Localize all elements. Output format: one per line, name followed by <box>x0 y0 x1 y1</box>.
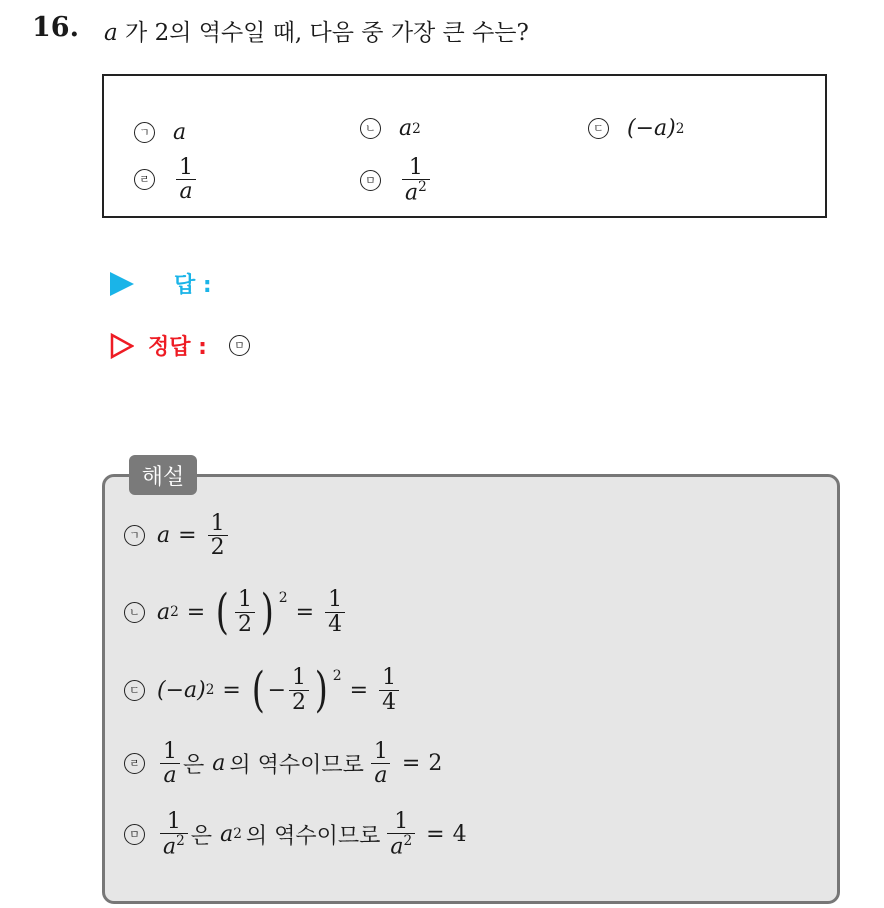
answer-label: 답 : <box>174 273 212 298</box>
solution-line-2-num: 1 <box>237 587 252 613</box>
choice-2-mark: ㄴ <box>360 118 381 139</box>
solution-line-4-eq: = <box>401 751 421 777</box>
solution-line-2-eq: = <box>186 599 206 625</box>
choice-4[interactable] <box>134 156 199 203</box>
choice-5-den <box>402 179 430 205</box>
solution-line-2 <box>124 584 348 640</box>
solution-line-1-lhs: a <box>157 523 171 549</box>
solution-line-5-text2: 의 역수이므로 <box>245 823 381 849</box>
solution-line-3-lhs-base: (−a) <box>157 677 206 703</box>
question-text <box>104 14 529 47</box>
choice-2-exp: 2 <box>412 120 421 137</box>
choice-1[interactable] <box>134 120 186 145</box>
solution-line-4-rnum: 1 <box>373 739 388 764</box>
choice-1-expr: a <box>173 120 187 145</box>
solution-line-5-var-exp: 2 <box>233 826 242 843</box>
choice-2-base: a <box>399 116 413 141</box>
solution-line-5-eq: = <box>426 821 445 847</box>
solution-line-2-den: 2 <box>235 612 255 636</box>
solution-line-4-var: a <box>212 751 226 777</box>
solution-line-2-lhs-exp: 2 <box>170 604 179 620</box>
solution-line-3-fraction <box>289 666 309 713</box>
solution-line-1-eq: = <box>178 523 197 549</box>
solution-line-1-den: 2 <box>208 535 228 559</box>
solution-line-5-rden <box>387 833 415 859</box>
choice-4-fraction <box>176 156 196 203</box>
solution-line-4-den: a <box>160 763 179 787</box>
solution-line-5-var: a <box>220 821 234 847</box>
solution-line-2-fraction <box>235 588 255 635</box>
solution-line-5-fraction <box>160 810 188 859</box>
solution-line-2-rden: 4 <box>325 612 345 636</box>
solution-line-3-num: 1 <box>292 665 306 691</box>
solution-line-3-mark: ㄷ <box>124 680 145 701</box>
question-num: 2 <box>154 20 170 46</box>
solution-line-1-num: 1 <box>210 511 225 536</box>
play-icon <box>110 272 134 296</box>
solution-line-3-paren-exp: 2 <box>332 668 342 684</box>
solution-line-5 <box>124 810 467 859</box>
choice-3[interactable] <box>588 116 684 141</box>
question-number: 16. <box>32 12 79 43</box>
solution-line-2-eq2: = <box>295 599 315 625</box>
choice-5[interactable] <box>360 156 433 205</box>
choice-3-base: (−a) <box>627 116 676 141</box>
choice-5-num: 1 <box>408 155 423 180</box>
correct-answer-label: 정답 : <box>148 335 207 360</box>
solution-line-4-result: 2 <box>428 751 443 777</box>
solution-line-2-paren-exp: 2 <box>278 590 288 606</box>
solution-line-5-den-exp: 2 <box>176 833 185 850</box>
correct-answer-row <box>110 330 250 361</box>
solution-line-1-fraction <box>208 512 228 559</box>
solution-line-5-text1: 은 <box>190 823 213 849</box>
solution-line-3-rparen: ) <box>314 662 328 718</box>
solution-line-3-den: 2 <box>289 690 309 714</box>
solution-line-5-result: 4 <box>452 821 467 847</box>
solution-line-3-lparen: ( <box>251 662 265 718</box>
solution-line-4-text1: 은 <box>183 753 205 779</box>
solution-line-4-mark: ㄹ <box>124 753 145 774</box>
solution-line-5-rnum: 1 <box>394 809 409 834</box>
solution-tag: 해설 <box>129 455 197 495</box>
solution-line-3-rnum: 1 <box>382 665 397 691</box>
question-text-rest: 의 역수일 때, 다음 중 가장 큰 수는? <box>169 20 529 46</box>
solution-line-3-result <box>379 666 399 713</box>
solution-line-3-rden: 4 <box>379 690 399 714</box>
solution-line-5-rden-exp: 2 <box>403 833 413 850</box>
solution-line-5-den <box>160 833 188 859</box>
answer-row <box>110 268 212 299</box>
solution-line-2-rnum: 1 <box>328 587 343 613</box>
choice-4-mark: ㄹ <box>134 169 155 190</box>
choice-5-den-base: a <box>405 180 419 206</box>
solution-line-4-fraction <box>160 740 180 787</box>
choice-4-num: 1 <box>179 155 193 180</box>
question-text-mid: 가 <box>117 20 155 46</box>
solution-line-3-eq: = <box>222 677 241 703</box>
solution-line-1-mark: ㄱ <box>124 525 145 546</box>
correct-answer-mark: ㅁ <box>229 335 250 356</box>
question-var: a <box>104 20 118 46</box>
solution-line-3 <box>124 662 402 718</box>
solution-line-5-rden-base: a <box>390 834 404 860</box>
solution-line-5-den-base: a <box>163 834 177 860</box>
choice-3-exp: 2 <box>675 120 685 137</box>
choice-2[interactable] <box>360 116 421 141</box>
solution-line-2-lhs-base: a <box>157 599 171 625</box>
choice-5-mark: ㅁ <box>360 170 381 191</box>
choice-5-fraction <box>402 156 430 205</box>
solution-line-3-lhs-exp: 2 <box>205 682 215 698</box>
outline-play-icon <box>110 333 134 359</box>
solution-line-2-lparen: ( <box>216 584 230 640</box>
choices-box <box>102 74 827 218</box>
solution-line-4-rfraction <box>371 740 391 787</box>
solution-line-3-eq2: = <box>349 677 369 703</box>
solution-line-5-mark: ㅁ <box>124 824 145 845</box>
choice-3-mark: ㄷ <box>588 118 609 139</box>
solution-line-4-num: 1 <box>163 739 177 764</box>
solution-line-4-text2: 의 역수이므로 <box>229 753 364 779</box>
solution-line-4-rden: a <box>371 763 390 787</box>
solution-line-2-rparen: ) <box>260 584 274 640</box>
choice-5-den-exp: 2 <box>418 179 427 196</box>
solution-line-5-num: 1 <box>166 809 181 834</box>
choice-1-mark: ㄱ <box>134 122 155 143</box>
choice-4-den: a <box>176 179 195 203</box>
solution-line-2-result <box>325 588 345 635</box>
solution-line-1 <box>124 512 231 559</box>
solution-line-2-mark: ㄴ <box>124 602 145 623</box>
solution-line-4 <box>124 740 442 787</box>
solution-line-3-minus: − <box>267 677 286 703</box>
solution-line-5-rfraction <box>387 810 415 859</box>
